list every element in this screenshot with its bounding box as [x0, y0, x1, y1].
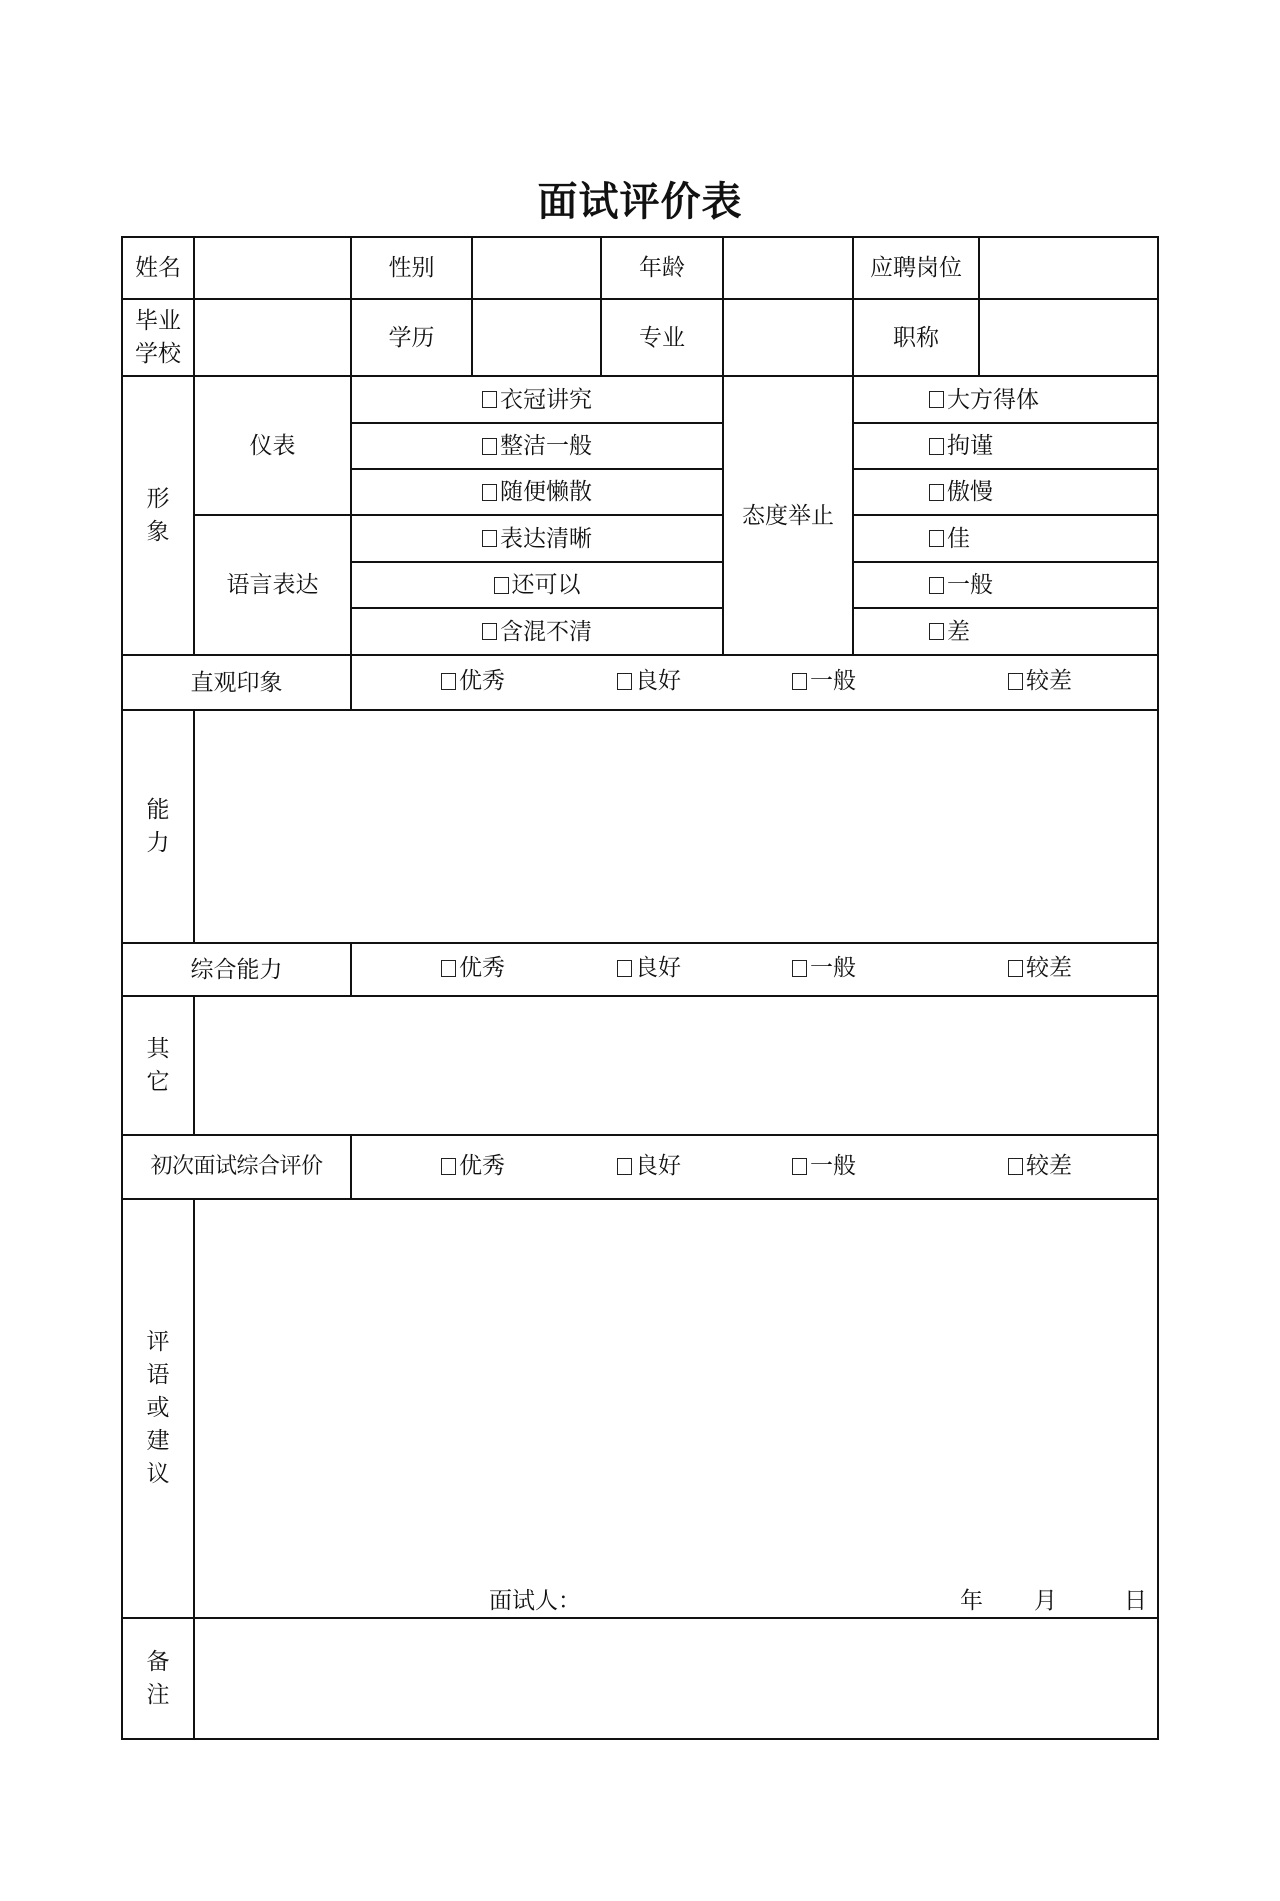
option-label: 较差: [1026, 955, 1072, 981]
manner-option-2[interactable]: [852, 422, 1159, 470]
option-label: 优秀: [459, 668, 505, 694]
checkbox-icon[interactable]: [792, 1158, 807, 1175]
checkbox-icon[interactable]: [617, 673, 632, 690]
school-label-line-2: 学校: [135, 340, 181, 367]
first-interview-overall-label: 初次面试综合评价: [121, 1134, 352, 1200]
education-field[interactable]: [471, 298, 602, 377]
option-label: 随便懒散: [500, 479, 592, 505]
option-label: 傲慢: [947, 479, 993, 505]
checkbox-icon[interactable]: [792, 673, 807, 690]
checkbox-icon[interactable]: [617, 1158, 632, 1175]
option-label: 差: [947, 618, 970, 645]
name-field[interactable]: [193, 236, 352, 300]
ability-field[interactable]: [193, 709, 1159, 944]
comments-label: [121, 1198, 195, 1619]
checkbox-icon[interactable]: [617, 960, 632, 977]
manner-option-6[interactable]: [852, 607, 1159, 656]
option-label: 优秀: [459, 955, 505, 981]
appearance-option-2[interactable]: [350, 422, 724, 470]
option-label: 表达清晰: [500, 525, 592, 552]
first-impression-poor[interactable]: [1008, 666, 1072, 696]
remarks-label-line-1: 备: [146, 1648, 170, 1675]
first-interview-average[interactable]: [792, 1151, 856, 1181]
age-label: 年龄: [600, 236, 724, 300]
appearance-label: 仪表: [193, 375, 352, 516]
option-label: 一般: [810, 955, 856, 981]
comments-label-line-2: 语: [146, 1362, 170, 1388]
school-field[interactable]: [193, 298, 352, 377]
option-label: 一般: [947, 572, 993, 598]
checkbox-icon[interactable]: [1008, 673, 1023, 690]
checkbox-icon[interactable]: [441, 960, 456, 977]
option-label: 衣冠讲究: [500, 386, 592, 413]
professional-title-label: 职称: [852, 298, 980, 377]
option-label: 大方得体: [947, 386, 1039, 413]
overall-ability-poor[interactable]: [1008, 953, 1072, 983]
comments-label-line-1: 评: [146, 1329, 170, 1355]
name-label: 姓名: [121, 236, 195, 300]
expression-option-1[interactable]: [350, 514, 724, 563]
image-label-line-2: 象: [146, 518, 170, 545]
image-section-label: [121, 375, 195, 656]
first-impression-good[interactable]: [617, 666, 681, 696]
manner-option-5[interactable]: [852, 561, 1159, 609]
option-label: 良好: [635, 668, 681, 694]
remarks-label-line-2: 注: [146, 1681, 170, 1708]
first-impression-excellent[interactable]: [441, 666, 505, 696]
option-label: 还可以: [511, 572, 581, 598]
date-day-label: 日: [1124, 1588, 1147, 1614]
checkbox-icon[interactable]: [929, 577, 944, 594]
ability-label-line-2: 力: [146, 829, 170, 856]
manner-option-4[interactable]: [852, 514, 1159, 563]
checkbox-icon[interactable]: [482, 484, 497, 501]
option-label: 佳: [947, 525, 970, 552]
gender-label: 性别: [350, 236, 473, 300]
position-field[interactable]: [978, 236, 1159, 300]
manner-label: 态度举止: [722, 375, 854, 656]
manner-option-1[interactable]: [852, 375, 1159, 424]
comments-label-line-3: 或: [146, 1395, 170, 1421]
ability-label: [121, 709, 195, 944]
option-label: 一般: [810, 1153, 856, 1179]
expression-option-2[interactable]: [350, 561, 724, 609]
checkbox-icon[interactable]: [929, 438, 944, 455]
checkbox-icon[interactable]: [792, 960, 807, 977]
comments-label-line-4: 建: [146, 1428, 170, 1454]
first-impression-label: 直观印象: [121, 654, 352, 711]
first-interview-poor[interactable]: [1008, 1151, 1072, 1181]
overall-ability-good[interactable]: [617, 953, 681, 983]
professional-title-field[interactable]: [978, 298, 1159, 377]
expression-label: 语言表达: [193, 514, 352, 656]
image-label-line-1: 形: [146, 485, 170, 512]
first-impression-average[interactable]: [792, 666, 856, 696]
option-label: 一般: [810, 668, 856, 694]
option-label: 优秀: [459, 1153, 505, 1179]
checkbox-icon[interactable]: [482, 623, 497, 640]
checkbox-icon[interactable]: [1008, 1158, 1023, 1175]
option-label: 较差: [1026, 1153, 1072, 1179]
option-label: 较差: [1026, 668, 1072, 694]
appearance-option-3[interactable]: [350, 468, 724, 516]
manner-option-3[interactable]: [852, 468, 1159, 516]
position-label: 应聘岗位: [852, 236, 980, 300]
checkbox-icon[interactable]: [482, 391, 497, 408]
page-title: 面试评价表: [537, 179, 743, 225]
date-month-label: 月: [1034, 1588, 1057, 1614]
age-field[interactable]: [722, 236, 854, 300]
checkbox-icon[interactable]: [929, 484, 944, 501]
interviewer-label: 面试人：: [489, 1588, 581, 1614]
comments-field[interactable]: [193, 1198, 1159, 1619]
first-interview-excellent[interactable]: [441, 1151, 505, 1181]
option-label: 良好: [635, 1153, 681, 1179]
appearance-option-1[interactable]: [350, 375, 724, 424]
major-label: 专业: [600, 298, 724, 377]
checkbox-icon[interactable]: [482, 530, 497, 547]
other-field[interactable]: [193, 995, 1159, 1136]
remarks-field[interactable]: [193, 1617, 1159, 1740]
overall-ability-average[interactable]: [792, 953, 856, 983]
checkbox-icon[interactable]: [1008, 960, 1023, 977]
checkbox-icon[interactable]: [929, 391, 944, 408]
option-label: 整洁一般: [500, 433, 592, 459]
checkbox-icon[interactable]: [441, 673, 456, 690]
checkbox-icon[interactable]: [482, 438, 497, 455]
date-year-label: 年: [960, 1588, 983, 1614]
other-label-line-2: 它: [146, 1068, 170, 1095]
education-label: 学历: [350, 298, 473, 377]
checkbox-icon[interactable]: [929, 623, 944, 640]
checkbox-icon[interactable]: [441, 1158, 456, 1175]
other-label: [121, 995, 195, 1136]
comments-label-line-5: 议: [146, 1461, 170, 1487]
overall-ability-label: 综合能力: [121, 942, 352, 997]
first-interview-good[interactable]: [617, 1151, 681, 1181]
option-label: 拘谨: [947, 433, 993, 459]
checkbox-icon[interactable]: [929, 530, 944, 547]
ability-label-line-1: 能: [146, 796, 170, 823]
remarks-label: [121, 1617, 195, 1740]
other-label-line-1: 其: [146, 1035, 170, 1062]
school-label: [121, 298, 195, 377]
expression-option-3[interactable]: [350, 607, 724, 656]
option-label: 含混不清: [500, 618, 592, 645]
overall-ability-excellent[interactable]: [441, 953, 505, 983]
option-label: 良好: [635, 955, 681, 981]
school-label-line-1: 毕业: [135, 307, 181, 334]
checkbox-icon[interactable]: [494, 577, 509, 594]
major-field[interactable]: [722, 298, 854, 377]
gender-field[interactable]: [471, 236, 602, 300]
